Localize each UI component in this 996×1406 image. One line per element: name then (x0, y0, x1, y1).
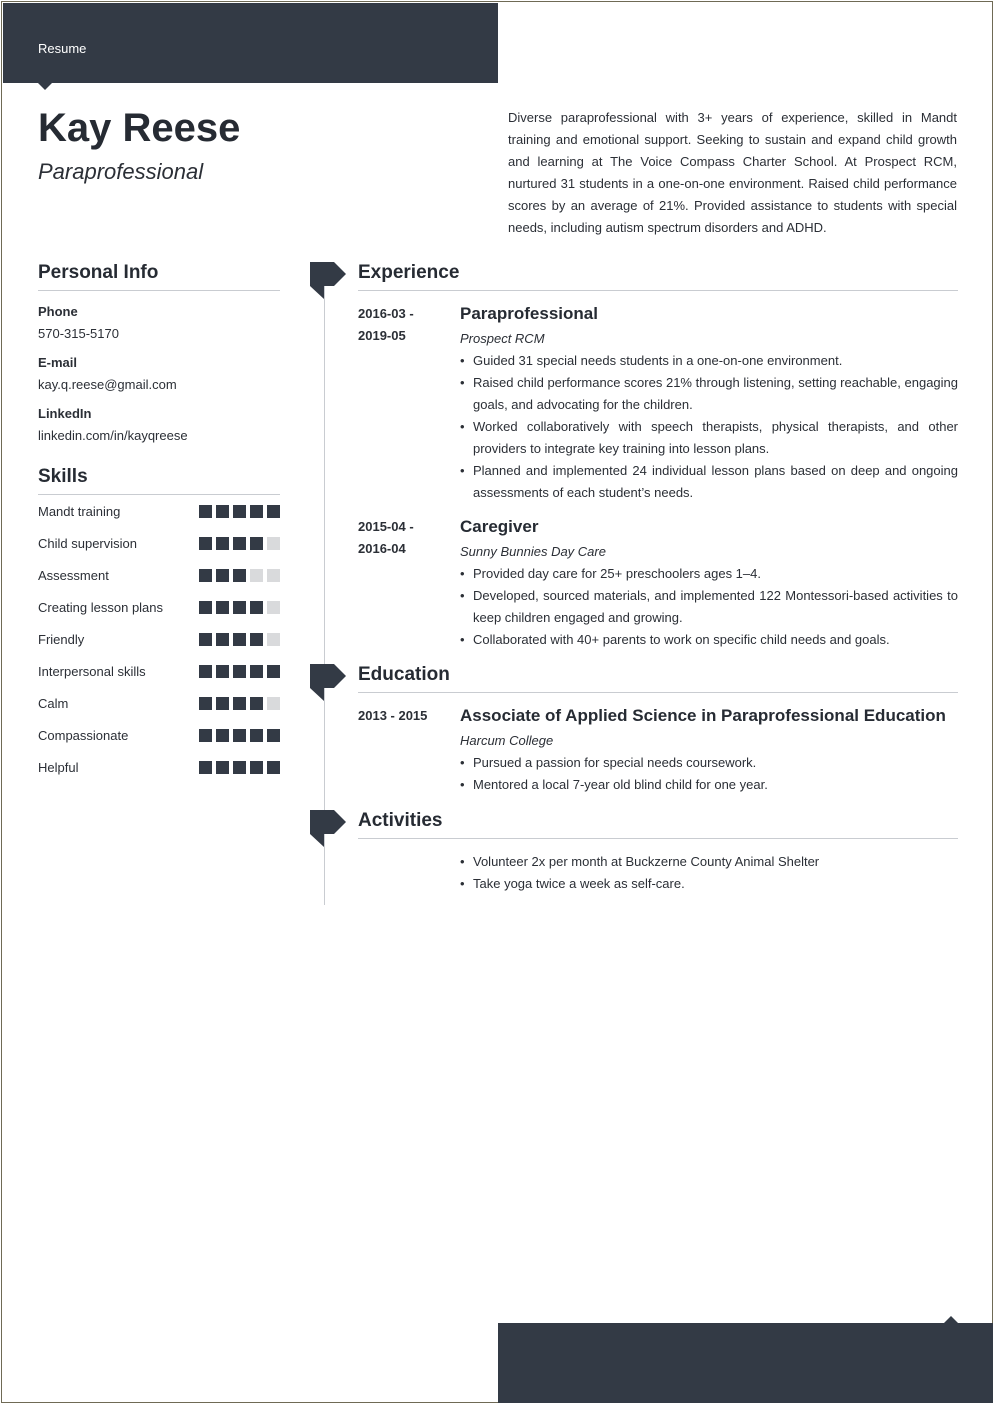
skill-row (38, 501, 280, 523)
skill-row (38, 693, 280, 715)
left-column (38, 262, 280, 789)
rating-filled-square (233, 601, 246, 614)
bullet-item: • Volunteer 2x per month at Buckzerne County Animal Shelter (460, 851, 958, 873)
rating-filled-square (250, 537, 263, 550)
personal-info-title: Personal Info (38, 262, 280, 291)
rating-empty-square (267, 601, 280, 614)
skill-rating (199, 661, 280, 678)
skill-name: Child supervision (38, 536, 137, 551)
rating-filled-square (267, 761, 280, 774)
bullet-item: • Worked collaboratively with speech therapists, physical therapists, and other providers to integrate key training into lesson plans. (460, 416, 958, 460)
experience-flag-icon (310, 262, 334, 286)
activities-entry (358, 851, 958, 895)
bullet-item: • Collaborated with 40+ parents to work on specific child needs and goals. (460, 629, 958, 651)
skill-row (38, 565, 280, 587)
job-dates: 2016-03 - 2019-05 (358, 306, 414, 343)
rating-filled-square (199, 697, 212, 710)
rating-filled-square (216, 665, 229, 678)
skill-rating (199, 597, 280, 614)
skill-row (38, 597, 280, 619)
rating-filled-square (267, 665, 280, 678)
candidate-role: Paraprofessional (38, 159, 204, 184)
job-organization: Prospect RCM (460, 331, 545, 346)
bullet-item: • Mentored a local 7-year old blind child for one year. (460, 774, 958, 796)
rating-filled-square (233, 569, 246, 582)
degree-organization: Harcum College (460, 733, 554, 748)
summary-text: Diverse paraprofessional with 3+ years of experience, skilled in Mandt training and emotional support. Seeking to sustain and expand child growth and learning at The Voice Compass Charter School. At Prospect RCM, nurtured 31 students in a one-on-one environment. Raised child performance scores by an average of 21%. Provided assistance to students with special needs, including autism spectrum disorders and ADHD. (508, 110, 957, 235)
rating-empty-square (267, 537, 280, 550)
bullet-item: • Raised child performance scores 21% through listening, setting reachable, engaging goals, and advocating for the children. (460, 372, 958, 416)
rating-filled-square (199, 505, 212, 518)
rating-filled-square (250, 633, 263, 646)
rating-filled-square (216, 569, 229, 582)
phone-label: Phone (38, 304, 78, 319)
skill-row (38, 757, 280, 779)
skill-name: Assessment (38, 568, 109, 583)
header-notch (38, 83, 52, 90)
education-flag-icon (310, 664, 334, 688)
skill-name: Calm (38, 696, 69, 711)
rating-filled-square (199, 665, 212, 678)
rating-filled-square (233, 729, 246, 742)
rating-filled-square (216, 633, 229, 646)
phone-value: 570-315-5170 (38, 326, 119, 341)
skill-name: Friendly (38, 632, 85, 647)
rating-filled-square (233, 665, 246, 678)
job-organization: Sunny Bunnies Day Care (460, 544, 606, 559)
resume-label: Resume (38, 41, 87, 56)
bullet-item: • Take yoga twice a week as self-care. (460, 873, 958, 895)
skills-title: Skills (38, 466, 280, 495)
email-value: kay.q.reese@gmail.com (38, 377, 177, 392)
rating-filled-square (250, 665, 263, 678)
rating-empty-square (267, 569, 280, 582)
rating-filled-square (199, 761, 212, 774)
activities-section (358, 810, 958, 895)
job-dates: 2015-04 - 2016-04 (358, 519, 414, 556)
bullet-item: • Provided day care for 25+ preschoolers ages 1–4. (460, 563, 958, 585)
bullet-item: • Planned and implemented 24 individual lesson plans based on deep and ongoing assessments of each student’s needs. (460, 460, 958, 504)
skill-name: Compassionate (38, 728, 129, 743)
job-bullets (460, 563, 958, 651)
rating-filled-square (199, 729, 212, 742)
skill-name: Helpful (38, 760, 79, 775)
bullet-item: • Pursued a passion for special needs coursework. (460, 752, 958, 774)
linkedin-value: linkedin.com/in/kayqreese (38, 428, 188, 443)
job-entry (358, 516, 958, 651)
rating-filled-square (216, 505, 229, 518)
rating-filled-square (267, 505, 280, 518)
rating-filled-square (233, 537, 246, 550)
skills-list (38, 501, 280, 779)
rating-filled-square (267, 729, 280, 742)
degree-body (460, 705, 958, 796)
skill-row (38, 629, 280, 651)
rating-filled-square (250, 761, 263, 774)
rating-filled-square (216, 761, 229, 774)
footer-band (498, 1323, 993, 1403)
rating-filled-square (233, 761, 246, 774)
job-title: Caregiver (460, 517, 539, 536)
activities-list (460, 851, 958, 895)
rating-empty-square (267, 633, 280, 646)
activities-title: Activities (358, 810, 958, 839)
rating-empty-square (250, 569, 263, 582)
header-band (3, 3, 498, 83)
candidate-name: Kay Reese (38, 106, 241, 150)
activities-flag-icon (310, 810, 334, 834)
skill-rating (199, 565, 280, 582)
experience-entries (358, 303, 958, 651)
skill-row (38, 661, 280, 683)
rating-filled-square (233, 633, 246, 646)
experience-title: Experience (358, 262, 958, 291)
experience-section (358, 262, 958, 651)
skill-name: Mandt training (38, 504, 121, 519)
rating-filled-square (250, 729, 263, 742)
rating-filled-square (233, 697, 246, 710)
skill-rating (199, 693, 280, 710)
job-body (460, 303, 958, 504)
job-entry (358, 303, 958, 504)
rating-filled-square (199, 569, 212, 582)
email-label: E-mail (38, 355, 78, 370)
skill-row (38, 725, 280, 747)
skill-rating (199, 629, 280, 646)
degree-dates: 2013 - 2015 (358, 708, 428, 723)
job-bullets (460, 350, 958, 504)
rating-filled-square (199, 601, 212, 614)
rating-filled-square (216, 729, 229, 742)
skill-rating (199, 725, 280, 742)
rating-filled-square (216, 537, 229, 550)
skill-row (38, 533, 280, 555)
skill-rating (199, 757, 280, 774)
skill-name: Creating lesson plans (38, 600, 164, 615)
footer-notch (944, 1316, 958, 1323)
skills-section (38, 466, 280, 779)
rating-filled-square (250, 697, 263, 710)
skill-rating (199, 533, 280, 550)
rating-filled-square (199, 537, 212, 550)
bullet-item: • Developed, sourced materials, and implemented 122 Montessori-based activities to keep children engaged and growing. (460, 585, 958, 629)
rating-empty-square (267, 697, 280, 710)
rating-filled-square (216, 601, 229, 614)
skill-name: Interpersonal skills (38, 664, 146, 679)
job-title: Paraprofessional (460, 304, 598, 323)
rating-filled-square (250, 601, 263, 614)
job-body (460, 516, 958, 651)
education-entries (358, 705, 958, 796)
education-title: Education (358, 664, 958, 693)
education-section (358, 664, 958, 796)
bullet-item: • Guided 31 special needs students in a one-on-one environment. (460, 350, 958, 372)
linkedin-label: LinkedIn (38, 406, 92, 421)
degree-entry (358, 705, 958, 796)
rating-filled-square (199, 633, 212, 646)
degree-title: Associate of Applied Science in Paraprofessional Education (460, 706, 946, 725)
degree-bullets (460, 752, 958, 796)
rating-filled-square (233, 505, 246, 518)
rating-filled-square (216, 697, 229, 710)
skill-rating (199, 501, 280, 518)
rating-filled-square (250, 505, 263, 518)
